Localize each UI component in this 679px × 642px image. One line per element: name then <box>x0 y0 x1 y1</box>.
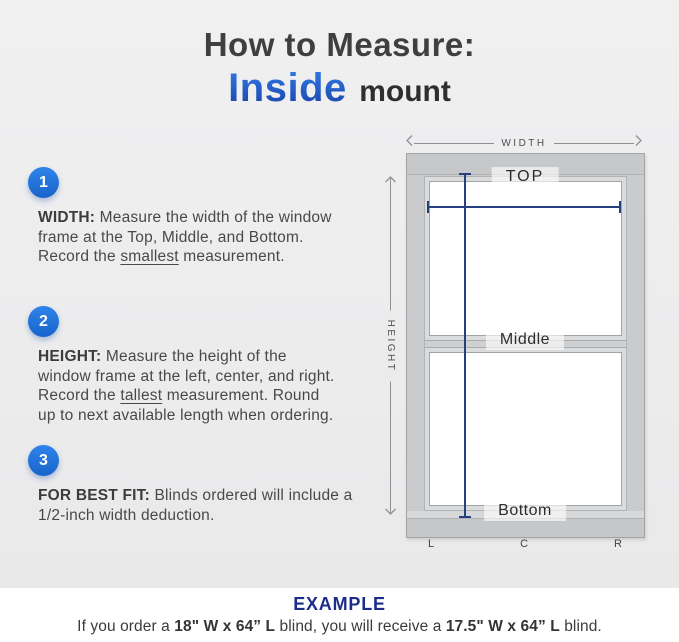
example-prefix: If you order a <box>77 618 175 635</box>
chevron-left-icon <box>405 134 414 152</box>
top-label: TOP <box>492 167 559 187</box>
step-3-body: Blinds ordered will include a 1/2-inch width deduction. <box>38 487 353 524</box>
step-2-label: HEIGHT: <box>38 348 102 365</box>
right-mark: R <box>614 538 623 550</box>
chevron-right-icon <box>634 134 643 152</box>
step-2-number-badge: 2 <box>28 306 59 337</box>
step-1 <box>28 167 340 267</box>
chevron-down-icon <box>384 503 397 521</box>
step-1-body: Measure the width of the window frame at the Top, Middle, and Bottom. Record the <box>38 209 332 266</box>
step-3-number-badge: 3 <box>28 445 59 476</box>
step-2-underlined-word: tallest <box>120 387 163 405</box>
example-ordered-size: 18" W x 64” L <box>174 618 276 635</box>
height-arrow-label: HEIGHT <box>385 311 396 382</box>
step-1-body-end: measurement. <box>178 248 285 266</box>
step-1-number-badge: 1 <box>28 167 59 198</box>
header <box>0 26 679 111</box>
title-suffix: mount <box>359 75 451 108</box>
middle-label: Middle <box>486 330 564 350</box>
horizontal-measure-line <box>427 206 621 208</box>
step-2-text <box>38 347 340 425</box>
step-3-text <box>38 486 383 525</box>
title-emphasis: Inside <box>228 66 347 110</box>
arrow-line <box>414 143 494 144</box>
example-middle: blind, you will receive a <box>275 618 446 635</box>
vertical-measure-line <box>464 173 466 518</box>
step-1-underlined-word: smallest <box>120 248 179 266</box>
example-heading: EXAMPLE <box>293 594 386 614</box>
step-1-label: WIDTH: <box>38 209 96 226</box>
step-3-label: FOR BEST FIT: <box>38 487 150 504</box>
left-mark: L <box>428 538 436 550</box>
example-suffix: blind. <box>559 618 602 635</box>
step-2 <box>28 306 340 425</box>
example-text <box>0 618 679 636</box>
width-arrow <box>405 136 643 150</box>
lcr-marks <box>406 538 645 550</box>
step-2-body-end: measurement. Round up to next available length when ordering. <box>38 387 334 424</box>
step-1-text <box>38 208 340 267</box>
step-2-body: Measure the height of the window frame at the left, center, and right. Record the <box>38 348 335 405</box>
upper-window-pane <box>429 181 622 336</box>
page-subtitle <box>0 66 679 111</box>
arrow-line <box>554 143 634 144</box>
center-mark: C <box>520 538 530 550</box>
width-arrow-label: WIDTH <box>501 137 547 149</box>
example-section <box>0 588 679 642</box>
bottom-label: Bottom <box>484 501 566 521</box>
page-title: How to Measure: <box>203 26 476 63</box>
lower-window-pane <box>429 352 622 507</box>
height-arrow <box>383 171 398 521</box>
example-received-size: 17.5" W x 64” L <box>445 618 560 635</box>
window-diagram <box>375 133 665 563</box>
step-3 <box>28 445 383 525</box>
